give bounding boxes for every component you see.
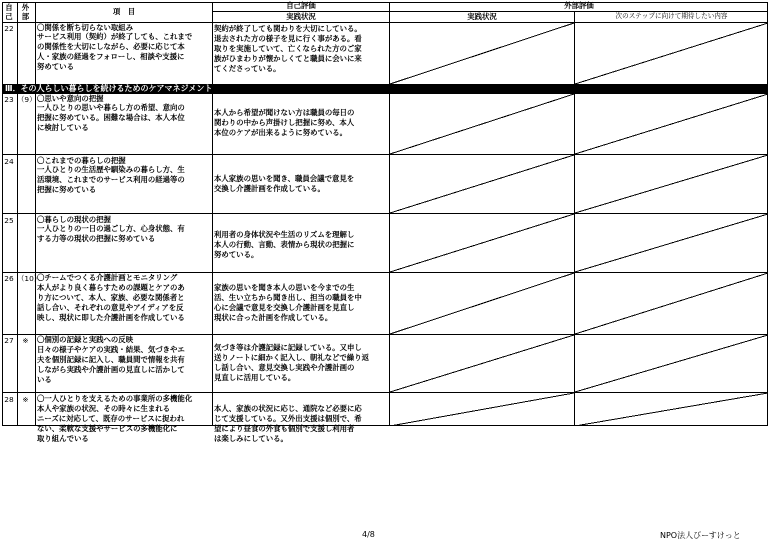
- row-ext-no: （9）: [17, 95, 37, 104]
- row-item-title: 〇思いや意向の把握: [37, 94, 104, 103]
- row-self-no: 26: [4, 274, 14, 283]
- row-item-body: 本人がより良く暮らすための課題とケアのあ り方について、本人、家族、必要な関係者と 話し合い、それぞれの意見やアイディアを反 映し、現状に即した介護計画を作成している: [37, 283, 185, 322]
- header-self-eval: 自己評価: [286, 1, 316, 10]
- page-number: 4/8: [362, 530, 375, 539]
- row-item-body: 一人ひとりの思いや暮らし方の希望、意向の 把握に努めている。困難な場合は、本人本位 に検討している: [37, 103, 185, 132]
- row-self-no: 23: [4, 95, 14, 104]
- row-item-title: 〇関係を断ち切らない取組み: [37, 23, 134, 32]
- row-item-body: サービス利用（契約）が終了しても、これまで の関係性を大切にしながら、必要に応じて本 人・家族の経過をフォローし、相談や支援に 努めている: [37, 32, 193, 71]
- row-item-title: 〇個別の記録と実践への反映: [37, 335, 134, 344]
- header-ext-status: 実践状況: [467, 12, 497, 21]
- row-practice: 家族の思いを聞き本人の思いを今までの生 活、生い立ちから聞き出し、担当の職員を中 心に会議で意見を交換し介護計画を見直し 現状に合った計画を作成している。: [214, 283, 362, 322]
- row-self-no: 24: [4, 157, 14, 166]
- row-practice: 利用者の身体状況や生活のリズムを理解し 本人の行動、言動、表情から現状の把握に 努めている。: [214, 230, 355, 259]
- row-item-body: 日々の様子やケアの実践・結果、気づきやエ 夫を個別記録に記入し、職員間で情報を共有 しながら実践や介護計画の見直しに活かして いる: [37, 345, 185, 384]
- organization-name: NPO法人びーすけっと: [660, 531, 741, 540]
- row-item-body: 本人や家族の状況、その時々に生まれる ニーズに対応して、既存のサービスに捉われ ない、柔軟な支援やサービスの多機能化に 取り組んでいる: [37, 404, 185, 443]
- row-practice: 本人家族の思いを聞き、職員会議で意見を 交換し介護計画を作成している。: [214, 174, 355, 193]
- header-next-step: 次のステップに向けて期待したい内容: [615, 12, 728, 20]
- row-practice: 本人、家族の状況に応じ、通院など必要に応 じて支援している。又外出支援は個別で、希 望により昼食の外食も個別で支援し利用者 は楽しみにしている。: [214, 404, 362, 443]
- row-self-no: 25: [4, 216, 14, 225]
- row-item-title: 〇これまでの暮らしの把握: [37, 156, 126, 165]
- row-ext-no: ※: [22, 336, 29, 345]
- row-item-body: 一人ひとりの生活歴や馴染みの暮らし方、生 活環境、これまでのサービス利用の経過等の 把握に努めている: [37, 165, 185, 194]
- row-self-no: 27: [4, 336, 14, 345]
- section-title: Ⅲ．その人らしい暮らしを続けるためのケアマネジメント: [2, 84, 768, 93]
- row-item-title: 〇暮らしの現状の把握: [37, 215, 111, 224]
- row-ext-no: ※: [22, 395, 29, 404]
- row-self-no: 22: [4, 24, 14, 33]
- row-practice: 本人から希望が聞けない方は職員の毎日の 関わりの中から声掛けし把握に努め、本人 本位のケアが出来るように努めている。: [214, 108, 355, 137]
- header-ext-eval: 外部評価: [564, 1, 594, 10]
- row-practice: 気づき等は介護記録に記録している。又申し 送りノートに細かく記入し、朝礼などで繰り返 し話し合い、意見交換し実践や介護計画の 見直しに活用している。: [214, 343, 369, 382]
- header-item: 項 目: [112, 7, 136, 16]
- row-ext-no: （10）: [17, 274, 42, 283]
- header-ext-no: 外 部: [21, 3, 30, 21]
- row-practice: 契約が終了しても関わりを大切にしている。 退去された方の様子を見に行く事がある。看 取りを実施していて、亡くなられた方のご家 族がひまわりが懐かしくてと職員に会いに来 てくださっている。: [214, 24, 362, 73]
- row-item-title: 〇チームでつくる介護計画とモニタリング: [37, 273, 178, 282]
- row-item-body: 一人ひとりの一日の過ごし方、心身状態、有 する力等の現状の把握に努めている: [37, 224, 185, 243]
- header-self-status: 実践状況: [286, 12, 316, 21]
- row-item-title: 〇一人ひとりを支えるための事業所の多機能化: [37, 394, 193, 403]
- header-self-no: 自 己: [5, 3, 13, 21]
- row-self-no: 28: [4, 395, 14, 404]
